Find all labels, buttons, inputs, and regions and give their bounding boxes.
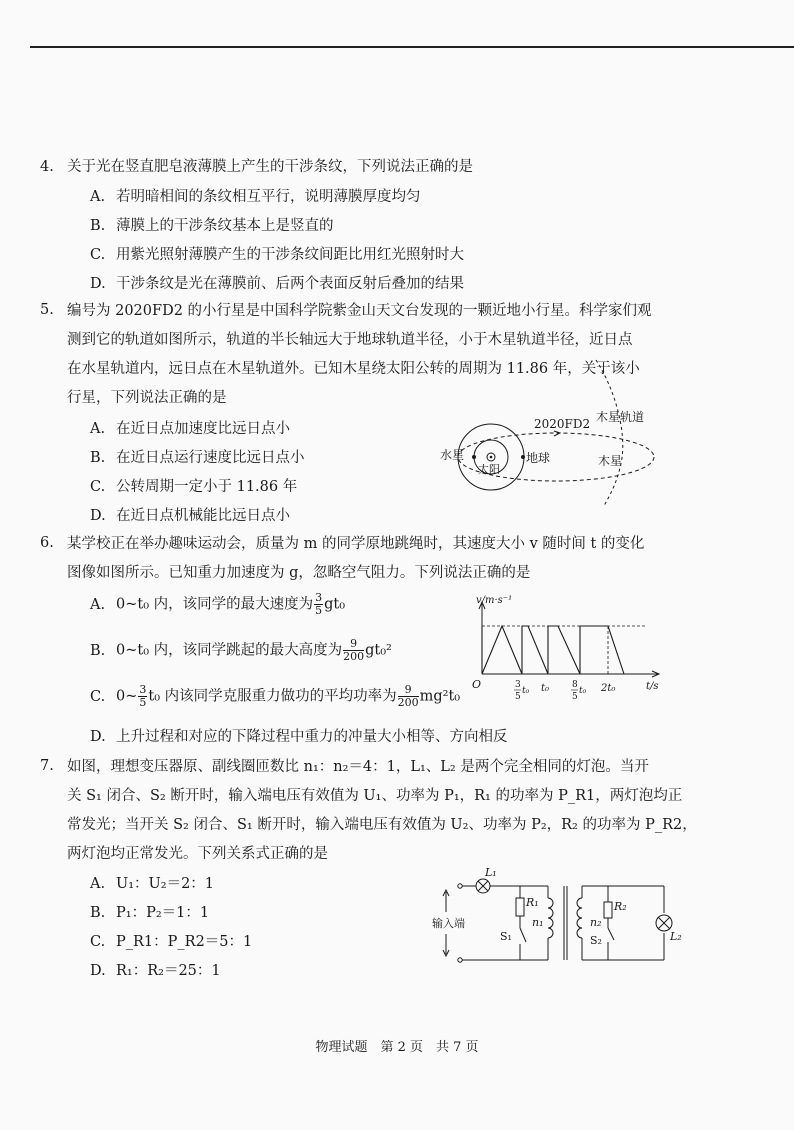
earth-label: 地球 [526,451,551,465]
fraction: $\frac{9}{200}$ [397,683,419,709]
s2-label: S₂ [590,934,602,947]
option-c[interactable]: C. 用紫光照射薄膜产生的干涉条纹间距比用红光照射时大 [90,247,464,263]
sun-core [490,456,493,459]
mercury-label: 水星 [440,448,465,462]
option-b[interactable]: B. P₁：P₂＝1：1 [90,905,210,921]
r2-label: R₂ [614,900,627,913]
l1-label: L₁ [485,868,497,879]
orbit-diagram [436,358,666,508]
option-b[interactable]: B. 0~t₀ 内，该同学跳起的最大高度为 $\frac{9}{200}$ gt₀² [90,637,392,663]
question-number: 4. [40,159,54,175]
option-d[interactable]: D. R₁：R₂＝25：1 [90,963,221,979]
primary-circuit [462,886,567,960]
option-d[interactable]: D. 上升过程和对应的下降过程中重力的冲量大小相等、方向相反 [90,729,508,745]
tick-3-num: 8 [572,680,578,690]
tick-1-t: t₀ [522,686,530,696]
jupiter-label: 木星 [598,454,623,468]
s1-label: S₁ [500,930,512,943]
option-d[interactable]: D. 在近日点机械能比远日点小 [90,508,290,524]
transformer-circuit [430,868,690,974]
option-b[interactable]: B. 薄膜上的干涉条纹基本上是竖直的 [90,218,334,234]
tick-3-t: t₀ [579,686,587,696]
option-a[interactable]: A. U₁：U₂＝2：1 [90,876,215,892]
top-rule [30,46,794,48]
option-a[interactable]: A. 若明暗相间的条纹相互平行，说明薄膜厚度均匀 [90,189,421,205]
tick-2-label: t₀ [541,683,550,694]
mercury-dot [472,455,476,459]
question-4 [40,154,740,299]
tick-1-num: 3 [515,680,521,690]
jupiter-orbit-label: 木星轨道 [596,410,645,424]
question-stem: 关于光在竖直肥皂液薄膜上产生的干涉条纹，下列说法正确的是 [67,159,473,175]
lamp-l1-icon [476,879,490,893]
origin-label: O [472,678,482,691]
option-d[interactable]: D. 干涉条纹是光在薄膜前、后两个表面反射后叠加的结果 [90,276,464,292]
fraction: $\frac{9}{200}$ [343,637,365,663]
fraction: $\frac{3}{5}$ [315,591,323,617]
earth-dot [521,455,525,459]
option-a[interactable]: A. 0~t₀ 内，该同学的最大速度为 $\frac{3}{5}$ gt₀ [90,591,346,617]
n1-label: n₁ [532,916,544,929]
option-c[interactable]: C. 0~ $\frac{3}{5}$ t₀ 内该同学克服重力做功的平均功率为 $\frac{9}{200}$ mg²t₀ [90,683,461,709]
velocity-curve [482,626,624,674]
question-stem: 编号为 2020FD2 的小行星是中国科学院紫金山天文台发现的一颗近地小行星。科学家们观 测到它的轨道如图所示，轨道的半长轴远大于地球轨道半径，小于木星轨道半径，近日点 在水星轨道内，远日点在木星轨道外。已知木星绕太阳公转的周期为 11.86 年，关于该小 行星，下列说法正确的是 [67,303,652,406]
question-stem: 如图，理想变压器原、副线圈匝数比 n₁：n₂＝4：1，L₁、L₂ 是两个完全相同的灯泡。当开 关 S₁ 闭合、S₂ 断开时，输入端电压有效值为 U₁、功率为 P₁，R₁ 的功率为 P_R1，两灯泡均正 常发光；当开关 S₂ 闭合、S₁ 断开时，输入端电压有效值为 U₂、功率为 P₂，R₂ 的功率为 P_R2， 两灯泡均正常发光。下列关系式正确的是 [67,759,697,862]
question-number: 6. [40,535,54,551]
lamp-l2-icon [656,915,672,931]
n2-label: n₂ [590,916,602,929]
tick-1-den: 5 [515,692,521,702]
option-c[interactable]: C. P_R1：P_R2＝5：1 [90,934,253,950]
question-number: 7. [40,758,54,774]
velocity-time-graph [468,592,668,714]
question-number: 5. [40,302,54,318]
y-axis-label: v/m·s⁻¹ [476,595,513,606]
sun-label: 太阳 [478,463,500,476]
question-6 [40,530,740,588]
question-stem: 某学校正在举办趣味运动会，质量为 m 的同学原地跳绳时，其速度大小 v 随时间 t 的变化 图像如图所示。已知重力加速度为 g，忽略空气阻力。下列说法正确的是 [67,536,645,581]
asteroid-label: 2020FD2 [534,417,591,431]
option-b[interactable]: B. 在近日点运行速度比远日点小 [90,450,305,466]
option-c[interactable]: C. 公转周期一定小于 11.86 年 [90,479,298,495]
tick-3-den: 5 [572,692,578,702]
input-label: 输入端 [432,917,465,930]
page-footer: 物理试题 第 2 页 共 7 页 [315,1040,479,1055]
tick-4-label: 2t₀ [601,683,616,694]
option-a[interactable]: A. 在近日点加速度比远日点小 [90,421,290,437]
l2-label: L₂ [670,930,682,943]
jupiter-orbit [596,360,623,506]
x-axis-label: t/s [646,681,659,692]
r1-label: R₁ [526,896,539,909]
fraction: $\frac{3}{5}$ [139,683,147,709]
